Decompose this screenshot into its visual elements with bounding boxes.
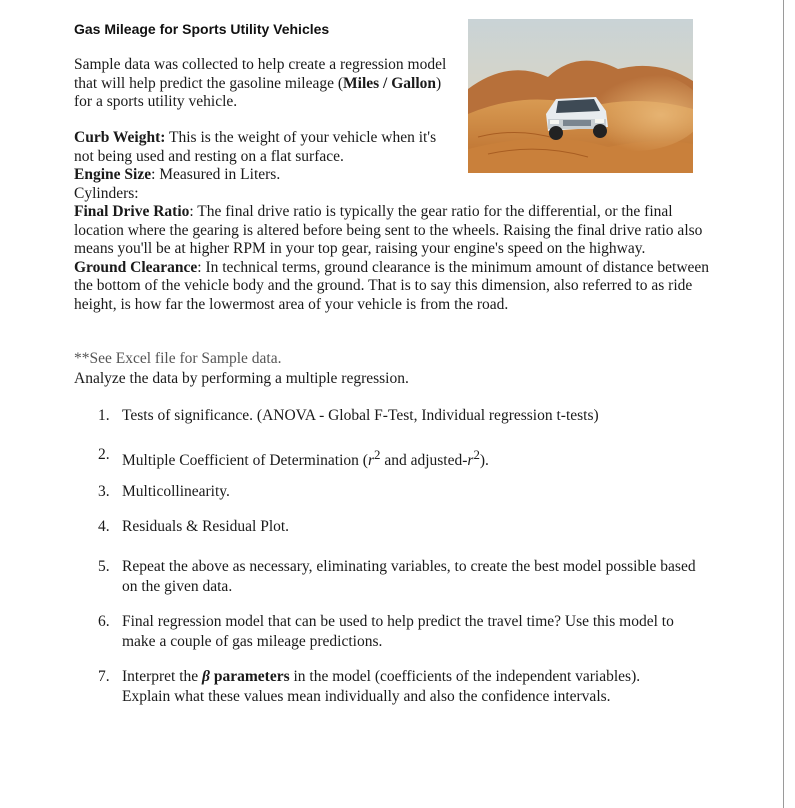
r-symbol: r: [467, 452, 474, 470]
list-number: 4.: [98, 518, 110, 535]
list-item: [98, 612, 708, 652]
def-ground-clearance: [74, 259, 714, 315]
superscript: 2: [373, 447, 381, 462]
intro-target-variable: Miles / Gallon: [343, 74, 437, 92]
list-number: 7.: [98, 668, 110, 685]
page-edge: [783, 0, 784, 808]
desc-ground-clearance: : In technical terms, ground clearance is the minimum amount of distance between the bottom of the vehicle body and the ground. That is to say this dimension, also referred to as ride height, is how far the lowermost area of your vehicle is from the road.: [74, 258, 710, 313]
list-text: Interpret the β parameters in the model (coefficients of the independent variables). Explain what these values mean individually and also the confidence intervals.: [122, 668, 641, 705]
list-number: 3.: [98, 483, 110, 500]
analyze-instruction: Analyze the data by performing a multiple regression.: [74, 370, 409, 387]
desc-final-drive-ratio: : The final drive ratio is typically the gear ratio for the differential, or the final location where the gearing is altered before being sent to the wheels. Raising the final drive ratio also means you'll be at higher RPM in your top gear, raising your engine's speed on the highway.: [74, 203, 703, 257]
list-text: Tests of significance. (ANOVA - Global F-Test, Individual regression t-tests): [122, 407, 599, 424]
r-symbol: r: [367, 452, 374, 470]
document-title: Gas Mileage for Sports Utility Vehicles: [74, 21, 330, 37]
term-ground-clearance: Ground Clearance: [74, 258, 198, 276]
intro-text-end: ) for a sports utility vehicle.: [74, 74, 442, 110]
def-engine-size: [74, 166, 714, 185]
superscript: 2: [473, 447, 480, 462]
list-text: Repeat the above as necessary, eliminating variables, to create the best model possible based on the given data.: [122, 558, 696, 595]
list-number: 5.: [98, 558, 110, 575]
def-final-drive-ratio: [74, 203, 714, 259]
def-cylinders: Cylinders:: [74, 184, 139, 202]
list-item: [98, 445, 708, 471]
intro-paragraph: [74, 56, 454, 112]
desc-curb-weight: This is the weight of your vehicle when it's not being used and resting on a flat surface.: [74, 129, 437, 165]
list-text: Residuals & Residual Plot.: [122, 518, 290, 535]
def-curb-weight: [74, 129, 459, 166]
intro-text: Sample data was collected to help create a regression model that will help predict the gasoline mileage (: [74, 56, 447, 92]
list-text: Multiple Coefficient of Determination ($r^2$ and adjusted-$r^2$).: [122, 447, 489, 470]
list-number: 6.: [98, 613, 110, 630]
list-item: [98, 517, 708, 537]
term-curb-weight: Curb Weight:: [74, 129, 166, 146]
beta-symbol: β: [202, 668, 210, 685]
list-item: [98, 557, 708, 597]
list-item: [98, 667, 708, 707]
list-text: Final regression model that can be used to help predict the travel time? Use this model to make a couple of gas mileage predictions.: [122, 613, 674, 650]
list-number: 1.: [98, 407, 110, 424]
list-number: 2.: [98, 446, 110, 463]
term-engine-size: Engine Size: [74, 166, 152, 183]
desc-engine-size: : Measured in Liters.: [151, 166, 281, 183]
parameters-term: parameters: [210, 668, 290, 685]
list-item: [98, 482, 708, 502]
variable-definitions: [74, 129, 714, 314]
see-excel-note: **See Excel file for Sample data.: [74, 350, 282, 367]
list-item: [98, 406, 708, 426]
term-final-drive-ratio: Final Drive Ratio: [74, 203, 190, 220]
list-text: Multicollinearity.: [122, 483, 230, 500]
